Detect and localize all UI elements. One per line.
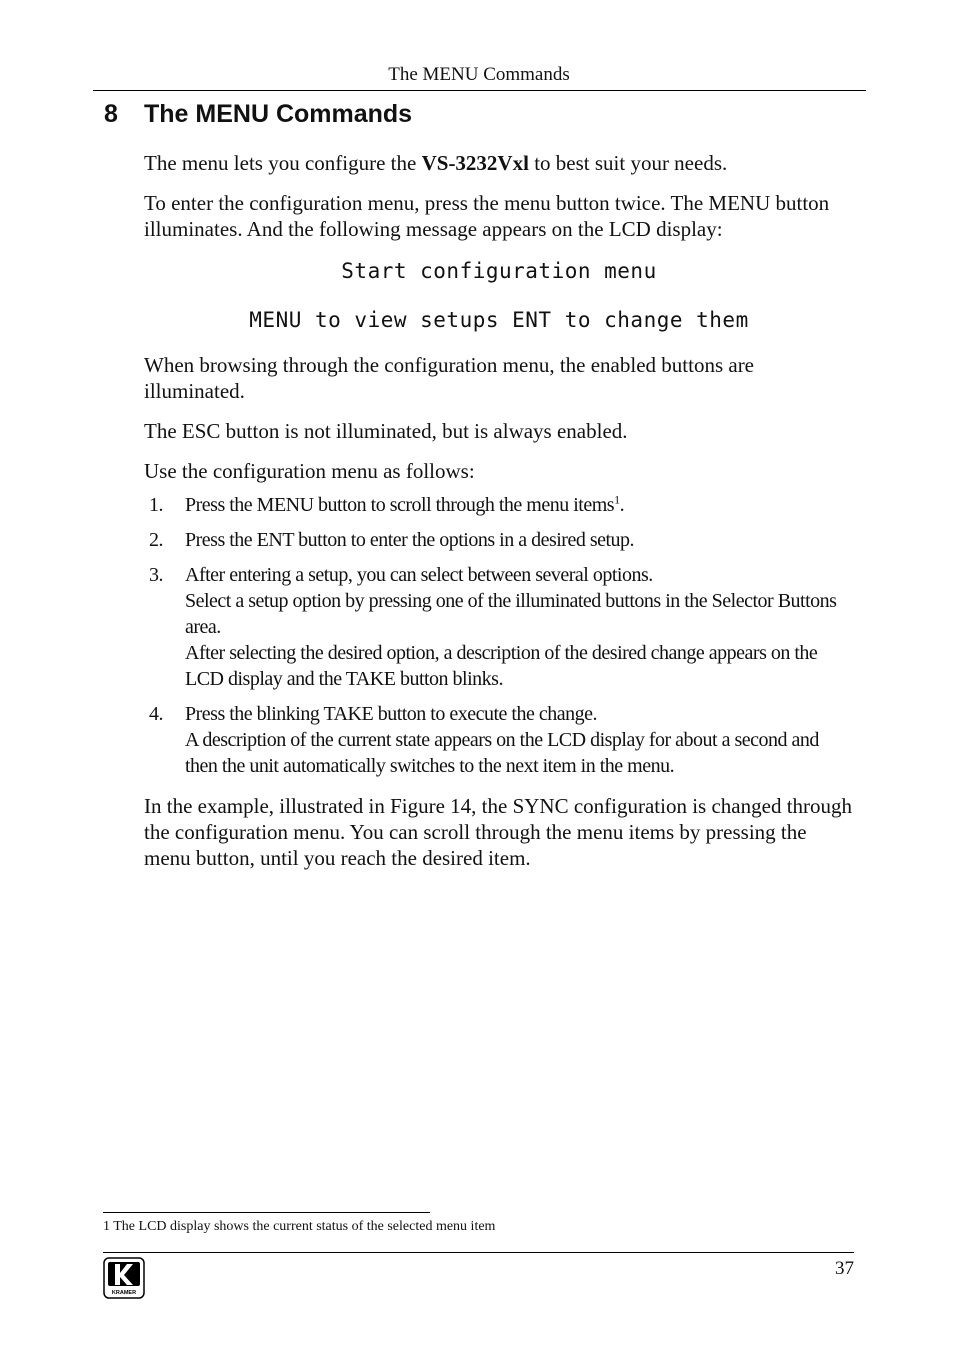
running-header: The MENU Commands [388, 64, 570, 85]
lcd-message [144, 254, 854, 338]
product-name: VS-3232Vxl [421, 151, 529, 175]
list-item: 1. Press the MENU button to scroll through the menu items$^1$. [149, 492, 625, 516]
enter-menu-paragraph: To enter the configuration menu, press the menu button twice. The MENU button illuminates. And the following message appears on the LCD display: [144, 191, 830, 241]
svg-text:KRAMER: KRAMER [111, 1290, 137, 1296]
body-text [144, 150, 854, 885]
lcd-line-1: Start configuration menu [341, 259, 657, 283]
section-number: 8 [104, 100, 118, 128]
header-rule [93, 90, 866, 91]
page-number: 37 [835, 1258, 854, 1279]
browsing-paragraph: When browsing through the configuration menu, the enabled buttons are illuminated. [144, 353, 755, 403]
esc-paragraph: The ESC button is not illuminated, but is always enabled. [144, 419, 628, 443]
footnote-ref: 1 [614, 492, 620, 507]
kramer-logo [103, 1257, 145, 1299]
closing-paragraph: In the example, illustrated in Figure 14, the SYNC configuration is changed through the configuration menu. You can scroll through the menu items by pressing the menu button, until you reach the desired item. [144, 794, 853, 870]
list-item: 3. After entering a setup, you can select between several options. Select a setup option by pressing one of the illuminated buttons in the Selector Buttons area. After selecting the desired option, a description of the desired change appears on the LCD display and the TAKE button blinks. [149, 564, 837, 690]
list-item: 4. Press the blinking TAKE button to execute the change. A description of the current state appears on the LCD display for about a second and then the unit automatically switches to the next item in the menu. [149, 703, 819, 777]
list-item: 2. Press the ENT button to enter the options in a desired setup. [149, 529, 635, 551]
steps-list [144, 492, 854, 779]
footnote-rule [103, 1212, 430, 1213]
footer-rule [103, 1252, 854, 1253]
section-heading [104, 100, 412, 129]
use-paragraph: Use the configuration menu as follows: [144, 459, 475, 483]
footnote: 1 The LCD display shows the current status of the selected menu item [103, 1219, 496, 1234]
section-title: The MENU Commands [144, 100, 413, 128]
intro-paragraph: The menu lets you configure the VS-3232Vxl to best suit your needs. [144, 151, 728, 175]
lcd-line-2: MENU to view setups ENT to change them [249, 308, 749, 332]
